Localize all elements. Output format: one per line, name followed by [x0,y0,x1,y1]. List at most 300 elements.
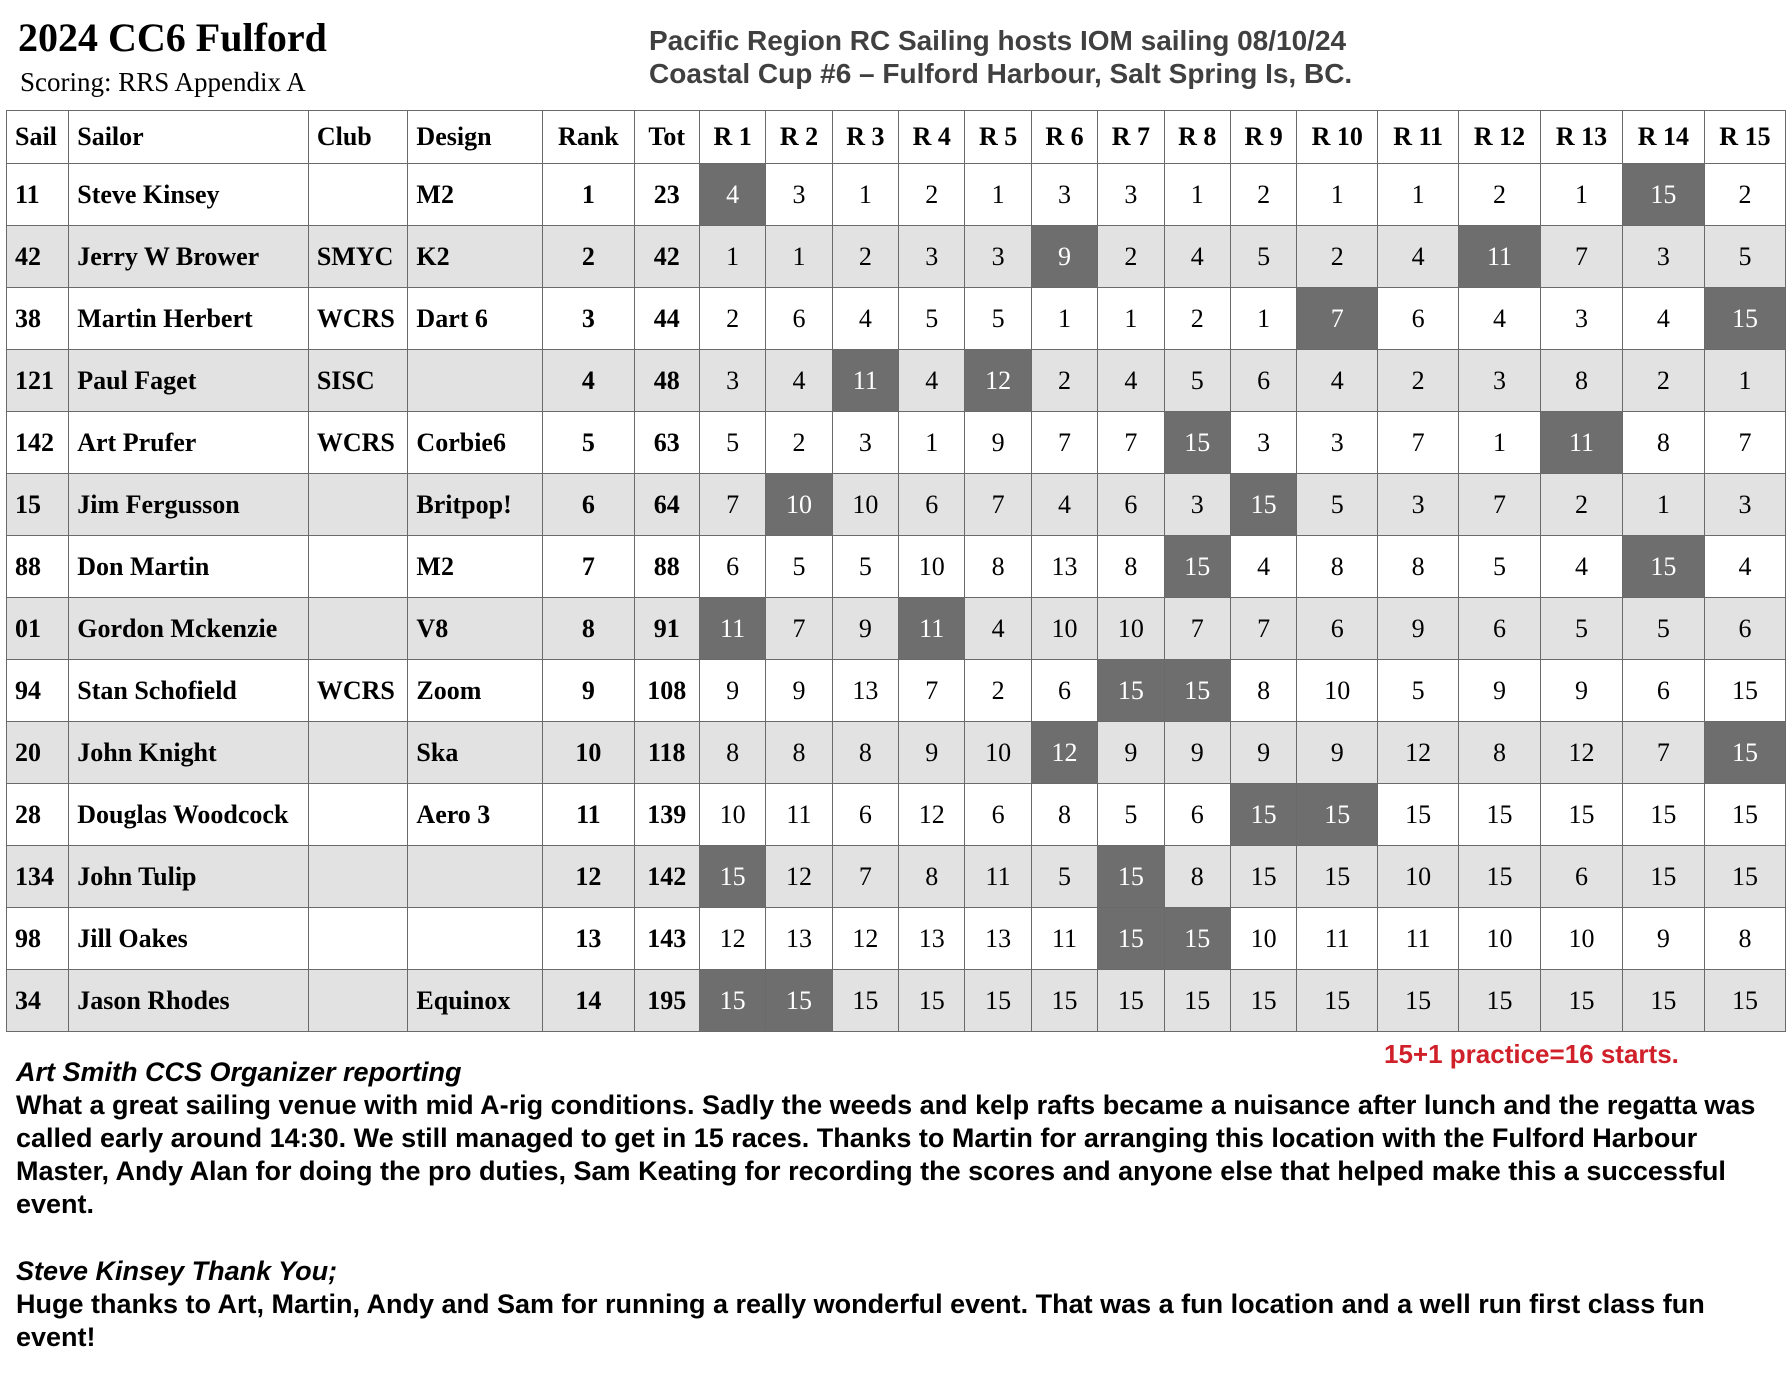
column-header: R 15 [1704,111,1785,164]
rank-cell: 9 [543,660,634,722]
dropped-race-score-cell: 15 [1622,536,1704,598]
sail-number-cell: 28 [7,784,69,846]
table-row [7,846,1786,908]
column-header: R 12 [1459,111,1541,164]
column-header: R 13 [1541,111,1623,164]
race-score-cell: 13 [899,908,965,970]
race-score-cell: 3 [1230,412,1296,474]
club-cell [308,474,408,536]
race-score-cell: 2 [1297,226,1378,288]
race-score-cell: 9 [766,660,832,722]
race-score-cell: 1 [899,412,965,474]
sail-number-cell: 134 [7,846,69,908]
race-score-cell: 13 [766,908,832,970]
dropped-race-score-cell: 11 [699,598,765,660]
sail-number-cell: 88 [7,536,69,598]
design-cell [408,350,543,412]
race-score-cell: 10 [965,722,1031,784]
race-score-cell: 1 [832,164,898,226]
race-score-cell: 1 [1378,164,1459,226]
club-cell [308,536,408,598]
race-score-cell: 4 [766,350,832,412]
design-cell: Corbie6 [408,412,543,474]
race-score-cell: 1 [1622,474,1704,536]
race-score-cell: 5 [1704,226,1785,288]
sailor-name-cell: Stan Schofield [69,660,309,722]
results-header [0,0,1791,110]
dropped-race-score-cell: 9 [1031,226,1097,288]
column-header: R 11 [1378,111,1459,164]
race-score-cell: 7 [1622,722,1704,784]
race-score-cell: 5 [1164,350,1230,412]
race-score-cell: 8 [965,536,1031,598]
race-score-cell: 8 [832,722,898,784]
race-score-cell: 10 [1230,908,1296,970]
design-cell: K2 [408,226,543,288]
design-cell: M2 [408,536,543,598]
dropped-race-score-cell: 4 [699,164,765,226]
race-score-cell: 2 [1378,350,1459,412]
race-score-cell: 15 [1704,970,1785,1032]
club-cell [308,722,408,784]
race-score-cell: 1 [1459,412,1541,474]
dropped-race-score-cell: 12 [1031,722,1097,784]
race-score-cell: 5 [699,412,765,474]
sail-number-cell: 38 [7,288,69,350]
sailor-name-cell: Don Martin [69,536,309,598]
design-cell [408,846,543,908]
race-score-cell: 2 [1031,350,1097,412]
dropped-race-score-cell: 15 [1098,660,1164,722]
column-header: R 7 [1098,111,1164,164]
club-cell: SISC [308,350,408,412]
table-row [7,722,1786,784]
column-header: R 4 [899,111,965,164]
race-score-cell: 9 [1459,660,1541,722]
race-score-cell: 7 [1378,412,1459,474]
race-score-cell: 9 [965,412,1031,474]
race-score-cell: 8 [1459,722,1541,784]
race-score-cell: 5 [899,288,965,350]
race-score-cell: 3 [1622,226,1704,288]
race-score-cell: 9 [1164,722,1230,784]
dropped-race-score-cell: 15 [1098,846,1164,908]
race-score-cell: 4 [1541,536,1623,598]
race-score-cell: 5 [1031,846,1097,908]
race-score-cell: 4 [1098,350,1164,412]
race-score-cell: 9 [1230,722,1296,784]
race-score-cell: 15 [1541,970,1623,1032]
race-score-cell: 6 [1098,474,1164,536]
dropped-race-score-cell: 11 [899,598,965,660]
table-row [7,226,1786,288]
column-header: Rank [543,111,634,164]
race-score-cell: 15 [1459,784,1541,846]
table-row [7,412,1786,474]
race-score-cell: 8 [1704,908,1785,970]
race-score-cell: 1 [1164,164,1230,226]
table-header-row [7,111,1786,164]
total-points-cell: 139 [634,784,699,846]
race-score-cell: 13 [1031,536,1097,598]
dropped-race-score-cell: 15 [766,970,832,1032]
club-cell [308,970,408,1032]
scoring-system: Scoring: RRS Appendix A [20,67,306,97]
design-cell: Aero 3 [408,784,543,846]
design-cell: Equinox [408,970,543,1032]
race-score-cell: 15 [1459,846,1541,908]
race-score-cell: 8 [1541,350,1623,412]
table-row [7,784,1786,846]
race-score-cell: 10 [1541,908,1623,970]
race-score-cell: 12 [1541,722,1623,784]
results-table [6,110,1786,1032]
results-body [7,164,1786,1032]
total-points-cell: 48 [634,350,699,412]
race-score-cell: 7 [1031,412,1097,474]
race-score-cell: 10 [1459,908,1541,970]
race-score-cell: 6 [965,784,1031,846]
dropped-race-score-cell: 12 [965,350,1031,412]
race-score-cell: 5 [1378,660,1459,722]
design-cell: Dart 6 [408,288,543,350]
race-score-cell: 5 [1541,598,1623,660]
design-cell: V8 [408,598,543,660]
race-score-cell: 15 [832,970,898,1032]
winner-thanks-body: Huge thanks to Art, Martin, Andy and Sam for running a really wonderful event. That was a fun location and a well run first class fun event! [16,1289,1705,1352]
column-header: Tot [634,111,699,164]
sailor-name-cell: Jason Rhodes [69,970,309,1032]
race-score-cell: 15 [1031,970,1097,1032]
race-score-cell: 1 [1704,350,1785,412]
race-score-cell: 4 [1230,536,1296,598]
race-score-cell: 15 [1230,970,1296,1032]
winner-thanks [16,1255,1776,1354]
dropped-race-score-cell: 15 [1164,412,1230,474]
column-header: R 9 [1230,111,1296,164]
table-row [7,350,1786,412]
race-score-cell: 4 [832,288,898,350]
race-score-cell: 6 [1541,846,1623,908]
race-score-cell: 5 [1622,598,1704,660]
race-score-cell: 2 [832,226,898,288]
race-score-cell: 5 [832,536,898,598]
dropped-race-score-cell: 10 [766,474,832,536]
race-score-cell: 15 [1541,784,1623,846]
rank-cell: 1 [543,164,634,226]
design-cell: Britpop! [408,474,543,536]
club-cell: WCRS [308,412,408,474]
column-header: R 1 [699,111,765,164]
race-score-cell: 5 [1230,226,1296,288]
race-score-cell: 8 [1031,784,1097,846]
race-score-cell: 3 [899,226,965,288]
column-header: Design [408,111,543,164]
sail-number-cell: 121 [7,350,69,412]
club-cell [308,164,408,226]
club-cell [308,846,408,908]
club-cell [308,784,408,846]
race-score-cell: 7 [1164,598,1230,660]
race-score-cell: 2 [1541,474,1623,536]
sailor-name-cell: Jerry W Brower [69,226,309,288]
race-score-cell: 3 [832,412,898,474]
sail-number-cell: 15 [7,474,69,536]
race-score-cell: 2 [1230,164,1296,226]
race-score-cell: 15 [1459,970,1541,1032]
total-points-cell: 23 [634,164,699,226]
design-cell: Ska [408,722,543,784]
race-score-cell: 2 [1098,226,1164,288]
sail-number-cell: 34 [7,970,69,1032]
column-header: Sail [7,111,69,164]
race-score-cell: 5 [1098,784,1164,846]
race-score-cell: 15 [1622,846,1704,908]
race-score-cell: 1 [1230,288,1296,350]
dropped-race-score-cell: 15 [1098,908,1164,970]
race-score-cell: 8 [1098,536,1164,598]
race-score-cell: 7 [1704,412,1785,474]
dropped-race-score-cell: 11 [1541,412,1623,474]
race-score-cell: 15 [1297,970,1378,1032]
rank-cell: 13 [543,908,634,970]
race-score-cell: 5 [1459,536,1541,598]
race-score-cell: 15 [1164,970,1230,1032]
dropped-race-score-cell: 15 [1704,722,1785,784]
race-score-cell: 1 [965,164,1031,226]
rank-cell: 8 [543,598,634,660]
column-header: R 2 [766,111,832,164]
race-score-cell: 6 [899,474,965,536]
race-score-cell: 3 [766,164,832,226]
total-points-cell: 195 [634,970,699,1032]
race-score-cell: 9 [1378,598,1459,660]
table-row [7,598,1786,660]
race-score-cell: 1 [1297,164,1378,226]
race-score-cell: 6 [766,288,832,350]
rank-cell: 7 [543,536,634,598]
rank-cell: 4 [543,350,634,412]
winner-thanks-heading: Steve Kinsey Thank You; [16,1256,338,1286]
sailor-name-cell: Jill Oakes [69,908,309,970]
sailor-name-cell: Martin Herbert [69,288,309,350]
race-score-cell: 11 [1031,908,1097,970]
column-header: R 5 [965,111,1031,164]
total-points-cell: 44 [634,288,699,350]
rank-cell: 3 [543,288,634,350]
race-score-cell: 12 [766,846,832,908]
sailor-name-cell: John Knight [69,722,309,784]
dropped-race-score-cell: 15 [1622,164,1704,226]
race-score-cell: 7 [965,474,1031,536]
sail-number-cell: 42 [7,226,69,288]
race-score-cell: 15 [1230,846,1296,908]
race-score-cell: 3 [1541,288,1623,350]
dropped-race-score-cell: 15 [1230,784,1296,846]
dropped-race-score-cell: 15 [1164,660,1230,722]
race-score-cell: 1 [1031,288,1097,350]
race-score-cell: 4 [1704,536,1785,598]
dropped-race-score-cell: 15 [1704,288,1785,350]
club-cell: WCRS [308,288,408,350]
race-score-cell: 3 [1378,474,1459,536]
race-score-cell: 7 [832,846,898,908]
race-score-cell: 15 [1378,784,1459,846]
race-score-cell: 10 [899,536,965,598]
race-score-cell: 5 [766,536,832,598]
race-score-cell: 8 [766,722,832,784]
club-cell [308,908,408,970]
race-score-cell: 11 [1297,908,1378,970]
table-row [7,536,1786,598]
race-score-cell: 15 [1704,846,1785,908]
race-score-cell: 4 [1378,226,1459,288]
race-score-cell: 7 [899,660,965,722]
rank-cell: 12 [543,846,634,908]
race-score-cell: 3 [1098,164,1164,226]
sail-number-cell: 94 [7,660,69,722]
race-score-cell: 3 [1704,474,1785,536]
race-score-cell: 15 [1378,970,1459,1032]
race-score-cell: 8 [1297,536,1378,598]
sailor-name-cell: Douglas Woodcock [69,784,309,846]
race-score-cell: 15 [1098,970,1164,1032]
race-score-cell: 6 [1230,350,1296,412]
race-score-cell: 8 [1622,412,1704,474]
race-score-cell: 10 [832,474,898,536]
sail-number-cell: 01 [7,598,69,660]
sailor-name-cell: Steve Kinsey [69,164,309,226]
rank-cell: 11 [543,784,634,846]
race-score-cell: 2 [1164,288,1230,350]
race-score-cell: 2 [766,412,832,474]
race-score-cell: 8 [899,846,965,908]
total-points-cell: 118 [634,722,699,784]
sail-number-cell: 20 [7,722,69,784]
race-score-cell: 4 [1031,474,1097,536]
race-score-cell: 8 [699,722,765,784]
race-score-cell: 2 [1622,350,1704,412]
race-score-cell: 15 [1704,784,1785,846]
race-score-cell: 6 [1031,660,1097,722]
table-row [7,288,1786,350]
table-row [7,908,1786,970]
dropped-race-score-cell: 15 [1164,536,1230,598]
column-header: R 6 [1031,111,1097,164]
race-score-cell: 8 [1230,660,1296,722]
race-score-cell: 2 [899,164,965,226]
race-score-cell: 3 [965,226,1031,288]
race-score-cell: 3 [1164,474,1230,536]
race-score-cell: 12 [699,908,765,970]
practice-note: 15+1 practice=16 starts. [1384,1039,1679,1069]
race-score-cell: 4 [899,350,965,412]
design-cell [408,908,543,970]
rank-cell: 2 [543,226,634,288]
dropped-race-score-cell: 15 [1164,908,1230,970]
dropped-race-score-cell: 11 [1459,226,1541,288]
race-score-cell: 15 [1622,970,1704,1032]
race-score-cell: 7 [1541,226,1623,288]
race-score-cell: 4 [965,598,1031,660]
column-header: R 8 [1164,111,1230,164]
column-header: Club [308,111,408,164]
race-score-cell: 10 [1378,846,1459,908]
race-score-cell: 8 [1164,846,1230,908]
race-score-cell: 13 [965,908,1031,970]
race-score-cell: 12 [1378,722,1459,784]
race-score-cell: 9 [1541,660,1623,722]
sailor-name-cell: Art Prufer [69,412,309,474]
column-header: Sailor [69,111,309,164]
race-score-cell: 2 [1704,164,1785,226]
race-score-cell: 11 [1378,908,1459,970]
total-points-cell: 63 [634,412,699,474]
table-row [7,660,1786,722]
club-cell: WCRS [308,660,408,722]
dropped-race-score-cell: 15 [699,846,765,908]
race-score-cell: 1 [1098,288,1164,350]
dropped-race-score-cell: 7 [1297,288,1378,350]
race-score-cell: 10 [1098,598,1164,660]
event-subtitle-line2: Coastal Cup #6 – Fulford Harbour, Salt Spring Is, BC. [649,58,1353,89]
race-score-cell: 6 [1378,288,1459,350]
total-points-cell: 143 [634,908,699,970]
table-row [7,970,1786,1032]
organizer-report [16,1056,1776,1221]
table-row [7,164,1786,226]
race-score-cell: 9 [1622,908,1704,970]
total-points-cell: 88 [634,536,699,598]
race-score-cell: 12 [899,784,965,846]
total-points-cell: 64 [634,474,699,536]
race-score-cell: 3 [1031,164,1097,226]
race-score-cell: 9 [699,660,765,722]
organizer-report-heading: Art Smith CCS Organizer reporting [16,1057,462,1087]
race-score-cell: 1 [1541,164,1623,226]
race-score-cell: 4 [1622,288,1704,350]
race-score-cell: 7 [1230,598,1296,660]
total-points-cell: 91 [634,598,699,660]
race-score-cell: 6 [1704,598,1785,660]
race-score-cell: 6 [699,536,765,598]
race-score-cell: 15 [1297,846,1378,908]
race-score-cell: 10 [1297,660,1378,722]
race-score-cell: 3 [1297,412,1378,474]
race-score-cell: 13 [832,660,898,722]
sail-number-cell: 142 [7,412,69,474]
rank-cell: 10 [543,722,634,784]
race-score-cell: 2 [699,288,765,350]
race-score-cell: 7 [1098,412,1164,474]
race-score-cell: 15 [1704,660,1785,722]
race-score-cell: 11 [965,846,1031,908]
organizer-report-body: What a great sailing venue with mid A-rig conditions. Sadly the weeds and kelp rafts became a nuisance after lunch and the regatta was called early around 14:30. We still managed to get in 15 races. Thanks to Martin for arranging this location with the Fulford Harbour Master, Andy Alan for doing the pro duties, Sam Keating for recording the scores and anyone else that helped make this a successful event. [16,1090,1756,1219]
race-score-cell: 9 [832,598,898,660]
race-score-cell: 7 [766,598,832,660]
club-cell: SMYC [308,226,408,288]
race-score-cell: 10 [699,784,765,846]
race-score-cell: 3 [1459,350,1541,412]
race-score-cell: 7 [699,474,765,536]
race-score-cell: 2 [1459,164,1541,226]
race-score-cell: 10 [1031,598,1097,660]
rank-cell: 14 [543,970,634,1032]
total-points-cell: 108 [634,660,699,722]
race-score-cell: 4 [1459,288,1541,350]
race-score-cell: 2 [965,660,1031,722]
race-score-cell: 1 [699,226,765,288]
